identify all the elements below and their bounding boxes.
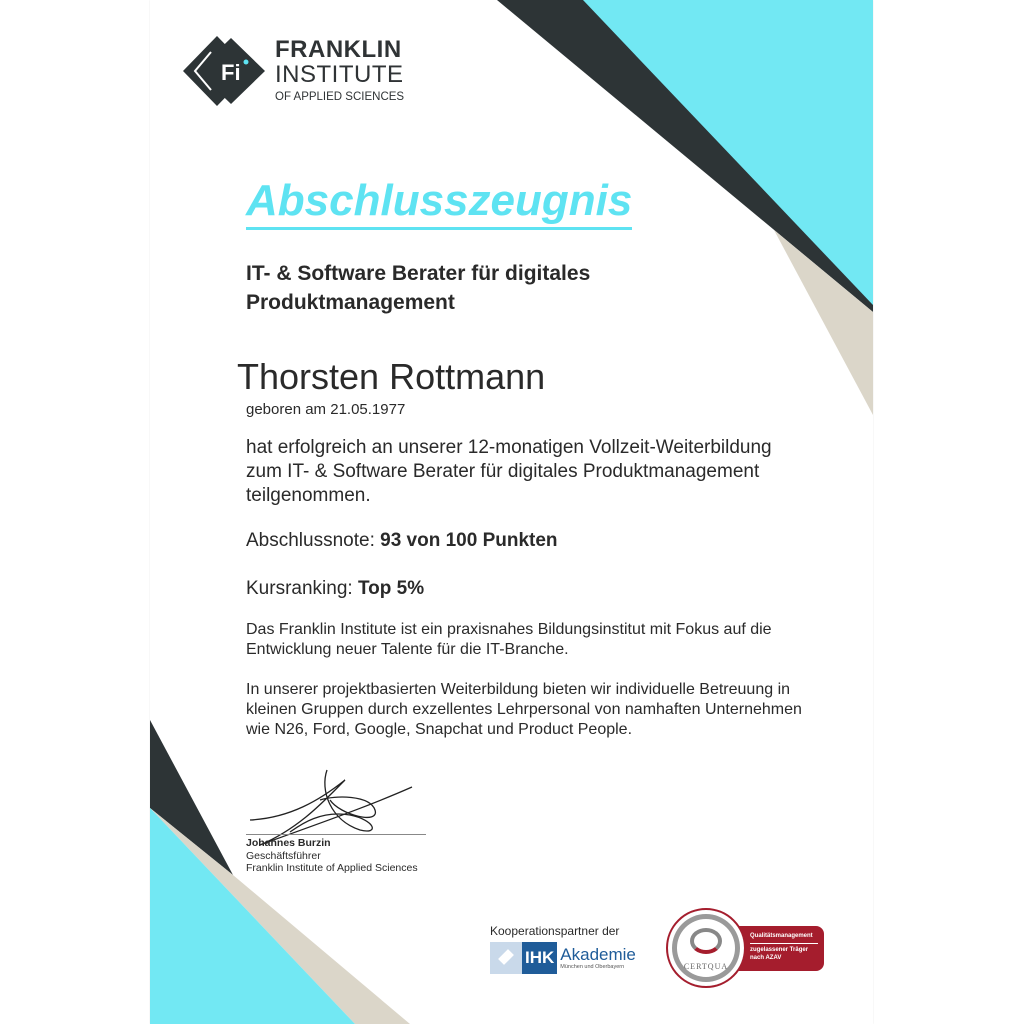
- certqua-circle: [666, 908, 746, 988]
- logo-line-2: INSTITUTE: [275, 61, 404, 89]
- logo-diamond-icon: [183, 36, 267, 106]
- certqua-text: CERTQUA: [683, 962, 729, 971]
- completion-description: hat erfolgreich an unserer 12-monatigen Vollzeit-Weiterbildung zum IT- & Software Berater für digitales Produktmanagement teilgenommen.: [246, 437, 772, 506]
- ranking-value: Top 5%: [357, 578, 425, 599]
- training-paragraph: In unserer projektbasierten Weiterbildung bieten wir individuelle Betreuung in kleinen Gruppen durch exzellentes Lehrpersonal von namhaften Unternehmen wie N26, Ford, Google, Snapchat und Product People.: [246, 681, 802, 738]
- franklin-institute-logo: [183, 36, 404, 106]
- svg-text:Fi: Fi: [221, 60, 241, 85]
- cert-line-3: nach AZAV: [750, 955, 782, 961]
- ihk-text: IHK: [522, 942, 557, 974]
- birth-date: geboren am 21.05.1977: [246, 401, 406, 418]
- partner-label: Kooperationspartner der: [490, 924, 620, 938]
- course-name: IT- & Software Berater für digitales Produktmanagement: [246, 262, 591, 314]
- region-text: München und Oberbayern: [560, 963, 625, 970]
- cert-line-2: zugelassener Träger: [750, 947, 809, 953]
- ihk-akademie-logo: [490, 942, 636, 974]
- certificate-title: Abschlusszeugnis: [246, 176, 632, 230]
- ihk-diamond-icon: [490, 942, 522, 974]
- grade-value: 93 von 100 Punkten: [380, 530, 558, 551]
- course-ranking: [246, 578, 424, 600]
- signature-line: [246, 834, 426, 835]
- cert-line-1: Qualitätsmanagement: [750, 933, 813, 939]
- final-grade: [246, 530, 558, 552]
- signatory-name: Johannes Burzin: [246, 837, 331, 849]
- certqua-q-icon: [690, 928, 722, 954]
- certqua-seal: [666, 908, 826, 988]
- recipient-name: Thorsten Rottmann: [237, 356, 546, 397]
- signatory-org: Franklin Institute of Applied Sciences: [246, 862, 418, 874]
- logo-line-3: OF APPLIED SCIENCES: [275, 91, 405, 104]
- logo-line-1: FRANKLIN: [275, 36, 402, 64]
- grade-label: Abschlussnote:: [246, 530, 381, 551]
- signatory-role: Geschäftsführer: [246, 849, 321, 862]
- ranking-label: Kursranking:: [246, 578, 358, 599]
- institute-paragraph: Das Franklin Institute ist ein praxisnahes Bildungsinstitut mit Fokus auf die Entwicklung neuer Talente für die IT-Branche.: [246, 621, 772, 658]
- signatory-block: [246, 837, 418, 875]
- akademie-text: Akademie: [560, 944, 636, 964]
